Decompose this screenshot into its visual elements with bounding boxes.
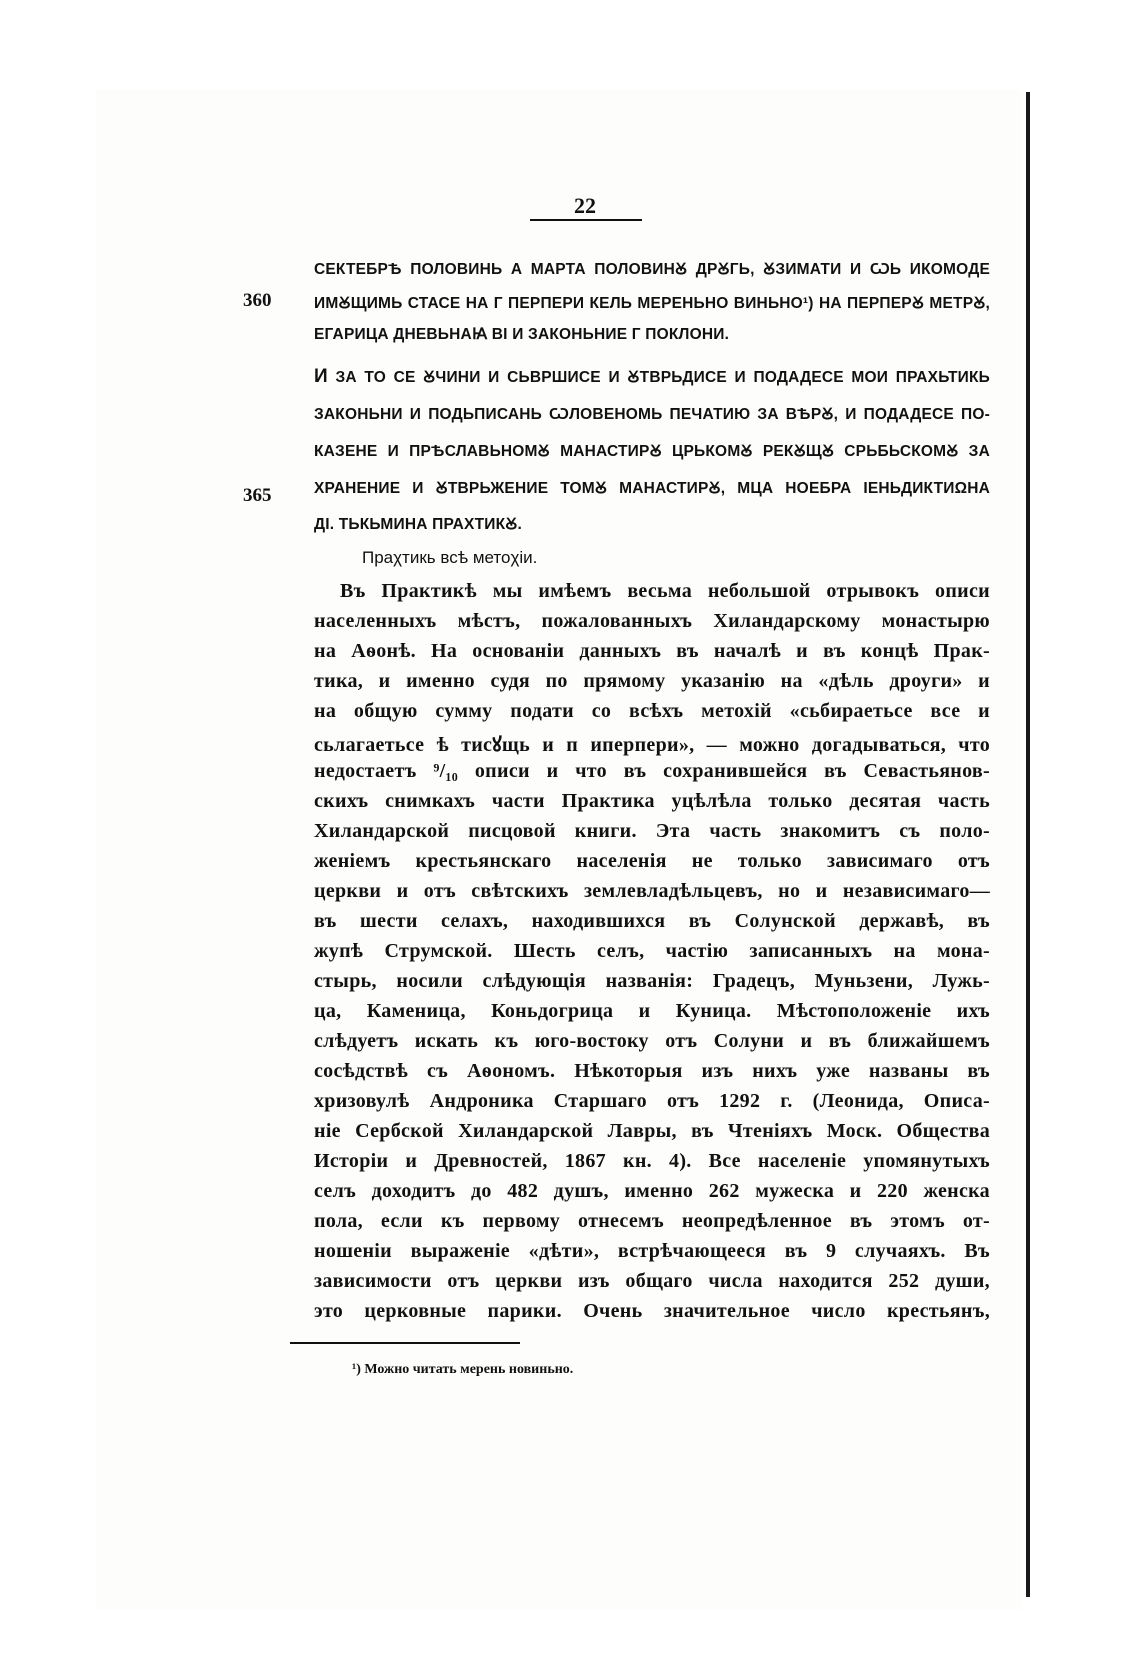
- body-line: на общую сумму подати со всѣхъ метохій «сьбираетьсе все и: [314, 700, 990, 722]
- body-line: стырь, носили слѣдующія названія: Градецъ, Муньзени, Лужь-: [314, 970, 990, 992]
- body-line: это церковные парики. Очень значительное число крестьянъ,: [314, 1300, 990, 1322]
- slavonic-line: ХРАНЕНИЕ И ꙊТВРЬЖЕНИЕ ТОМꙊ МАНАСТИРꙊ, МЦА НΟЕБРА IЕНЬДИКТИΩНА: [314, 480, 990, 497]
- body-line: недостаетъ ⁹/₁₀ описи и что въ сохранившейся въ Севастьянов-: [314, 760, 990, 782]
- body-line: пола, если къ первому отнесемъ неопредѣленное въ этомъ от-: [314, 1210, 990, 1232]
- body-line: ца, Каменица, Коньдогрица и Куница. Мѣстоположеніе ихъ: [314, 1000, 990, 1022]
- line-number-360: 360: [243, 290, 272, 311]
- line-number-365: 365: [243, 485, 272, 506]
- page-number-underline: [530, 219, 642, 221]
- footnote: ¹) Можно читать мерень новиньно.: [352, 1362, 574, 1377]
- footnote-rule: [290, 1342, 520, 1344]
- slavonic-line: КАЗЕНЕ И ПРѢСЛАВЬНОМꙊ МАНАСТИРꙊ ЦРЬКОМꙊ РЕКꙊЩꙊ СРЬБЬСКОМꙊ ЗА: [314, 443, 990, 460]
- body-line: сьлагаетьсе ѣ тисꙋщь и п иперпери», — можно догадываться, что: [314, 734, 990, 756]
- slavonic-line: ДІ. ТЬКЬМИНА ПРАΧТИКꙊ.: [314, 516, 522, 533]
- slavonic-line: СЕКТЕБРѢ ПОЛОВИНЬ А МАРТА ПОЛОВИНꙊ ДРꙊГЬ, ꙊЗИМАТИ И ѠЬ ИКОМОДЕ: [314, 261, 990, 278]
- page-number: 22: [574, 193, 596, 218]
- section-heading: Праχтикь всѣ метоχіи.: [362, 548, 538, 567]
- body-line: сосѣдствѣ съ Аѳономъ. Нѣкоторыя изъ нихъ уже названы въ: [314, 1060, 990, 1082]
- body-line: слѣдуетъ искать къ юго-востоку отъ Солуни и въ ближайшемъ: [314, 1030, 990, 1052]
- slavonic-line: ЗАКОНЬНИ И ПОДЬПИСАНЬ ѠЛОВЕНОМЬ ПЕЧАТИЮ ЗА ВѢРꙊ, И ПОДАДЕСЕ ПО-: [314, 406, 990, 423]
- body-line: ношеніи выраженіе «дѣти», встрѣчающееся въ 9 случаяхъ. Въ: [314, 1240, 990, 1262]
- body-line: женіемъ крестьянскаго населенія не только зависимаго отъ: [314, 850, 990, 872]
- body-line: церкви и отъ свѣтскихъ землевладѣльцевъ, но и независимаго—: [314, 880, 990, 902]
- body-line: въ шести селахъ, находившихся въ Солунской державѣ, въ: [314, 910, 990, 932]
- body-line: Хиландарской писцовой книги. Эта часть знакомитъ съ поло-: [314, 820, 990, 842]
- body-line: хризовулѣ Андроника Старшаго отъ 1292 г. (Леонида, Описа-: [314, 1090, 990, 1112]
- slavonic-line: И ЗА ТО СЕ ꙊЧИНИ И СЬВРШИСЕ И ꙊТВРЬДИСЕ И ПОДАДЕСЕ МОИ ПРАΧЬТИКЬ: [314, 366, 990, 387]
- slavonic-line: ЕГАРИЦА ДНЕВЬНАꙖ ВІ И ЗАКОНЬНИЕ Г ПОКЛОНИ.: [314, 326, 730, 343]
- body-line: Въ Практикѣ мы имѣемъ весьма небольшой отрывокъ описи: [340, 580, 990, 602]
- body-line: Исторіи и Древностей, 1867 кн. 4). Все населеніе упомянутыхъ: [314, 1150, 990, 1172]
- body-line: жупѣ Струмской. Шесть селъ, частію записанныхъ на мона-: [314, 940, 990, 962]
- body-line: тика, и именно судя по прямому указанію на «дѣль дроуги» и: [314, 670, 990, 692]
- page-edge-rule: [1026, 92, 1030, 1597]
- body-line: на Аѳонѣ. На основаніи данныхъ въ началѣ и въ концѣ Прак-: [314, 640, 990, 662]
- body-line: скихъ снимкахъ части Практика уцѣлѣла только десятая часть: [314, 790, 990, 812]
- body-line: зависимости отъ церкви изъ общаго числа находится 252 души,: [314, 1270, 990, 1292]
- slavonic-line: ИМꙊЩИМЬ СТАСЕ НА Г ПЕРПЕРИ КЕЛЬ МЕРЕНЬНО ВИНЬНО¹) НА ПЕРПЕРꙊ МЕТРꙊ,: [314, 295, 990, 312]
- body-line: населенныхъ мѣстъ, пожалованныхъ Хиландарскому монастырю: [314, 610, 990, 632]
- body-line: ніе Сербской Хиландарской Лавры, въ Чтеніяхъ Моск. Общества: [314, 1120, 990, 1142]
- body-line: селъ доходитъ до 482 душъ, именно 262 мужеска и 220 женска: [314, 1180, 990, 1202]
